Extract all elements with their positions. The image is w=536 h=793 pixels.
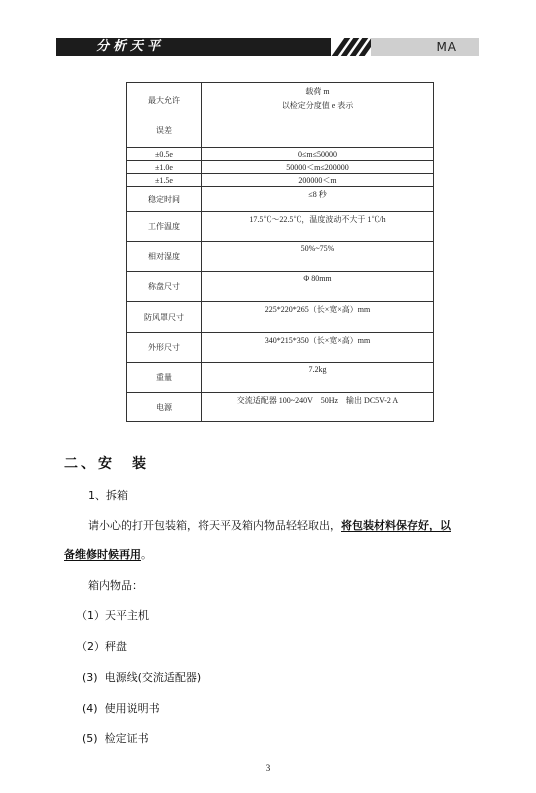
spec-value: 7.2kg	[202, 363, 434, 393]
spec-label: 防风罩尺寸	[127, 302, 202, 333]
table-row	[127, 393, 434, 422]
spec-value: Φ 80mm	[202, 272, 434, 302]
max-error-label-top: 最大允许	[148, 96, 180, 105]
spec-value: ≤8 秒	[202, 187, 434, 212]
header-model-code: MA	[436, 40, 457, 54]
table-row	[127, 161, 434, 174]
spec-value: 50%~75%	[202, 242, 434, 272]
section-title: 二、安 装	[64, 456, 149, 472]
list-item: (4) 使用说明书	[82, 702, 160, 715]
tolerance-cell: ±1.5e	[127, 174, 202, 187]
table-row	[127, 242, 434, 272]
box-contents-label: 箱内物品：	[88, 579, 143, 592]
table-row	[127, 174, 434, 187]
spec-table	[126, 82, 434, 422]
list-item: （1）天平主机	[76, 609, 149, 622]
spec-label: 外形尺寸	[127, 333, 202, 363]
tolerance-cell: ±1.0e	[127, 161, 202, 174]
table-row	[127, 272, 434, 302]
list-item: (5) 检定证书	[82, 732, 149, 745]
spec-value: 17.5℃～22.5℃，温度波动不大于 1℃/h	[202, 212, 434, 242]
spec-label: 称盘尺寸	[127, 272, 202, 302]
page-header	[56, 38, 479, 56]
spec-label: 稳定时间	[127, 187, 202, 212]
unpack-text: 请小心的打开包装箱，将天平及箱内物品轻轻取出，	[88, 519, 341, 532]
unpack-paragraph-line2	[64, 546, 152, 562]
max-error-value-cell	[202, 83, 434, 148]
range-cell: 200000＜m	[202, 174, 434, 187]
spec-label: 相对湿度	[127, 242, 202, 272]
table-row	[127, 83, 434, 148]
unpack-emphasis: 将包装材料保存好，以	[341, 519, 451, 532]
table-row	[127, 302, 434, 333]
spec-label: 重量	[127, 363, 202, 393]
range-cell: 0≤m≤50000	[202, 148, 434, 161]
tolerance-cell: ±0.5e	[127, 148, 202, 161]
max-error-label-cell	[127, 83, 202, 148]
unpack-text-end: 。	[141, 548, 152, 561]
spec-value: 交流适配器 100~240V 50Hz 输出 DC5V-2 A	[202, 393, 434, 422]
table-row	[127, 333, 434, 363]
table-row	[127, 148, 434, 161]
max-error-value-line1: 载荷 m	[305, 87, 330, 96]
list-item: （2）秤盘	[76, 640, 127, 653]
spec-value: 225*220*265（长×宽×高）mm	[202, 302, 434, 333]
unpack-emphasis-cont: 备维修时候再用	[64, 548, 141, 561]
spec-label: 工作温度	[127, 212, 202, 242]
spec-label: 电源	[127, 393, 202, 422]
header-title: 分析天平	[96, 39, 165, 54]
unpack-paragraph-line1	[88, 517, 451, 533]
spec-value: 340*215*350（长×宽×高）mm	[202, 333, 434, 363]
page-number: 3	[265, 763, 271, 773]
table-row	[127, 363, 434, 393]
max-error-value-line2: 以检定分度值 e 表示	[281, 101, 354, 110]
table-row	[127, 212, 434, 242]
range-cell: 50000＜m≤200000	[202, 161, 434, 174]
table-row	[127, 187, 434, 212]
subsection-title: 1、拆箱	[88, 489, 128, 502]
list-item: (3) 电源线(交流适配器)	[82, 671, 202, 684]
max-error-label-bottom: 误差	[156, 126, 172, 135]
header-light-band	[371, 38, 479, 56]
